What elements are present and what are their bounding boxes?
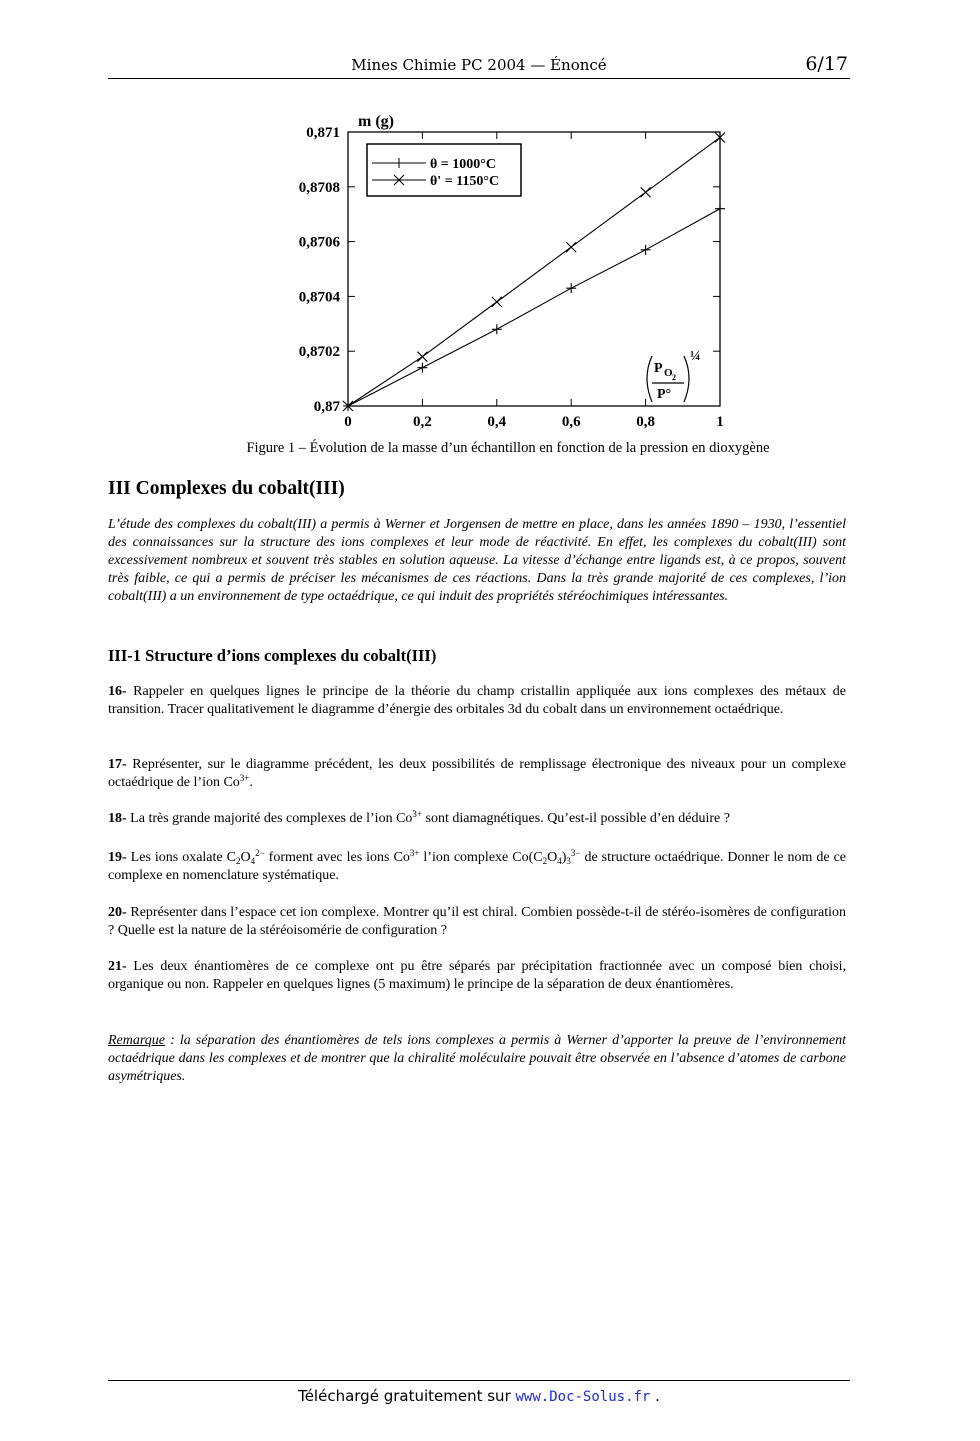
question-text: Rappeler en quelques lignes le principe de la théorie du champ cristallin appliquée aux ions complexes des métaux de transition. Tracer qualitativement le diagramme d’énergie des orbitales 3d du cobalt dans un environnement octaédrique. (108, 684, 847, 717)
question-number: 17- (108, 757, 127, 772)
x-label-pressure: P (654, 361, 663, 376)
remark-text: : la séparation des énantiomères de tels ions complexes a permis à Werner d’apporter la preuve de l’environnement octaédrique dans les complexes et de montrer que la chiralité moléculaire pouvait être observée en l’absence d’atomes de carbone asymétriques. (108, 1033, 846, 1084)
data-point-series-2 (417, 352, 427, 362)
charge-superscript: 3+ (412, 809, 422, 819)
x-label-left-paren (647, 356, 652, 402)
page-footer: Téléchargé gratuitement sur www.Doc-Solus.fr . (108, 1380, 850, 1405)
y-tick-label: 0,871 (306, 125, 340, 141)
y-tick-label: 0,87 (313, 399, 340, 415)
x-tick-label: 0 (344, 414, 352, 430)
question-21 (108, 958, 846, 994)
remark (108, 1032, 846, 1086)
charge-superscript: 3+ (239, 773, 250, 783)
x-label-reference-pressure: P° (657, 387, 672, 402)
page-header (108, 52, 850, 79)
data-point-series-1 (417, 363, 427, 373)
section-title: III Complexes du cobalt(III) (108, 478, 345, 499)
data-point-series-1 (715, 204, 725, 214)
legend-label-series-1: θ = 1000°C (430, 157, 496, 172)
data-point-series-1 (566, 283, 576, 293)
subsection-title: III-1 Structure d’ions complexes du cobalt(III) (108, 646, 437, 665)
figure-caption: Figure 1 – Évolution de la masse d’un échantillon en fonction de la pression en dioxygène (246, 440, 770, 456)
question-text: Représenter dans l’espace cet ion complexe. Montrer qu’il est chiral. Combien possède-t-il de stéréo-isomères de configuration ? Quelle est la nature de la stéréoisomérie de configuration ? (108, 905, 846, 938)
question-16 (108, 683, 846, 719)
data-point-series-2 (641, 187, 651, 197)
question-text: La très grande majorité des complexes de l’ion Co (130, 811, 413, 826)
x-label-right-paren (684, 356, 689, 402)
x-tick-label: 0,2 (413, 414, 432, 430)
question-18: 18- La très grande majorité des complexes de l’ion $Co^{3+}$ sont diamagnétiques. Qu’est-il possible d’en déduire ? (108, 809, 730, 826)
question-number: 20- (108, 905, 127, 920)
x-tick-label: 0,6 (561, 414, 581, 430)
remark-label: Remarque (108, 1033, 166, 1048)
mass-vs-pressure-chart (280, 104, 760, 434)
data-point-series-2 (492, 297, 502, 307)
x-tick-label: 1 (716, 414, 724, 430)
footer-text: Téléchargé gratuitement sur (298, 1387, 516, 1405)
x-label-o: O (664, 367, 673, 379)
page-number: 6/17 (805, 53, 848, 75)
question-number: 16- (108, 684, 127, 699)
x-tick-label: 0,4 (487, 414, 507, 430)
data-point-series-1 (492, 324, 502, 334)
header-title: Mines Chimie PC 2004 — Énoncé (351, 56, 607, 74)
data-point-series-1 (641, 245, 651, 255)
question-text: Représenter, sur le diagramme précédent, les deux possibilités de remplissage électronique des niveaux pour un complexe octaédrique de l’ion Co (108, 757, 847, 790)
y-tick-label: 0,8706 (298, 234, 340, 251)
chart-legend (367, 144, 521, 196)
x-label-o-index: 2 (672, 373, 676, 382)
x-label-exponent: ¼ (690, 349, 701, 364)
legend-label-series-2: θ' = 1150°C (430, 174, 500, 189)
y-tick-label: 0,8708 (298, 179, 340, 196)
y-tick-label: 0,8704 (298, 289, 340, 306)
question-text: Les deux énantiomères de ce complexe ont pu être séparés par précipitation fractionnée avec un composé bien choisi, organique ou non. Rappeler en quelques lignes (5 maximum) le principe de la séparation de deux énantiomères. (108, 959, 847, 992)
x-tick-label: 0,8 (636, 414, 655, 430)
question-number: 21- (108, 959, 127, 974)
data-point-series-2 (566, 242, 576, 252)
y-axis-label: m (g) (358, 113, 394, 130)
x-axis-label (647, 349, 701, 402)
question-number: 19- (108, 850, 127, 865)
question-19: 19- Les ions oxalate $C_2O_4^{2-}$ forment avec les ions $Co^{3+}$ l’ion complexe $Co(C_2O_4)_3^{3-}$ de structure octaédrique. Donner le nom de ce complexe en nomenclature systématique. (108, 848, 847, 883)
footer-link[interactable]: www.Doc-Solus.fr (515, 1389, 651, 1405)
question-17: 17- Représenter, sur le diagramme précédent, les deux possibilités de remplissage électronique des niveaux pour un complexe octaédrique de l’ion $Co^{3+}$. (108, 757, 847, 790)
y-tick-label: 0,8702 (298, 344, 340, 361)
question-20 (108, 904, 846, 940)
section-intro: L’étude des complexes du cobalt(III) a permis à Werner et Jorgensen de mettre en place, dans les années 1890 – 1930, l’essentiel des connaissances sur la structure des ions complexes et leur mode de réactivité. En effet, les complexes du cobalt(III) sont excessivement nombreux et souvent très stables en solution aqueuse. La vitesse d’échange entre ligands est, à ce propos, souvent très faible, ce qui a permis de préciser les mécanismes de ces réactions. Dans la très grande majorité de ces complexes, l’ion cobalt(III) a un environnement de type octaédrique, ce qui induit des propriétés stéréochimiques intéressantes. (108, 517, 846, 604)
question-number: 18- (108, 811, 127, 826)
